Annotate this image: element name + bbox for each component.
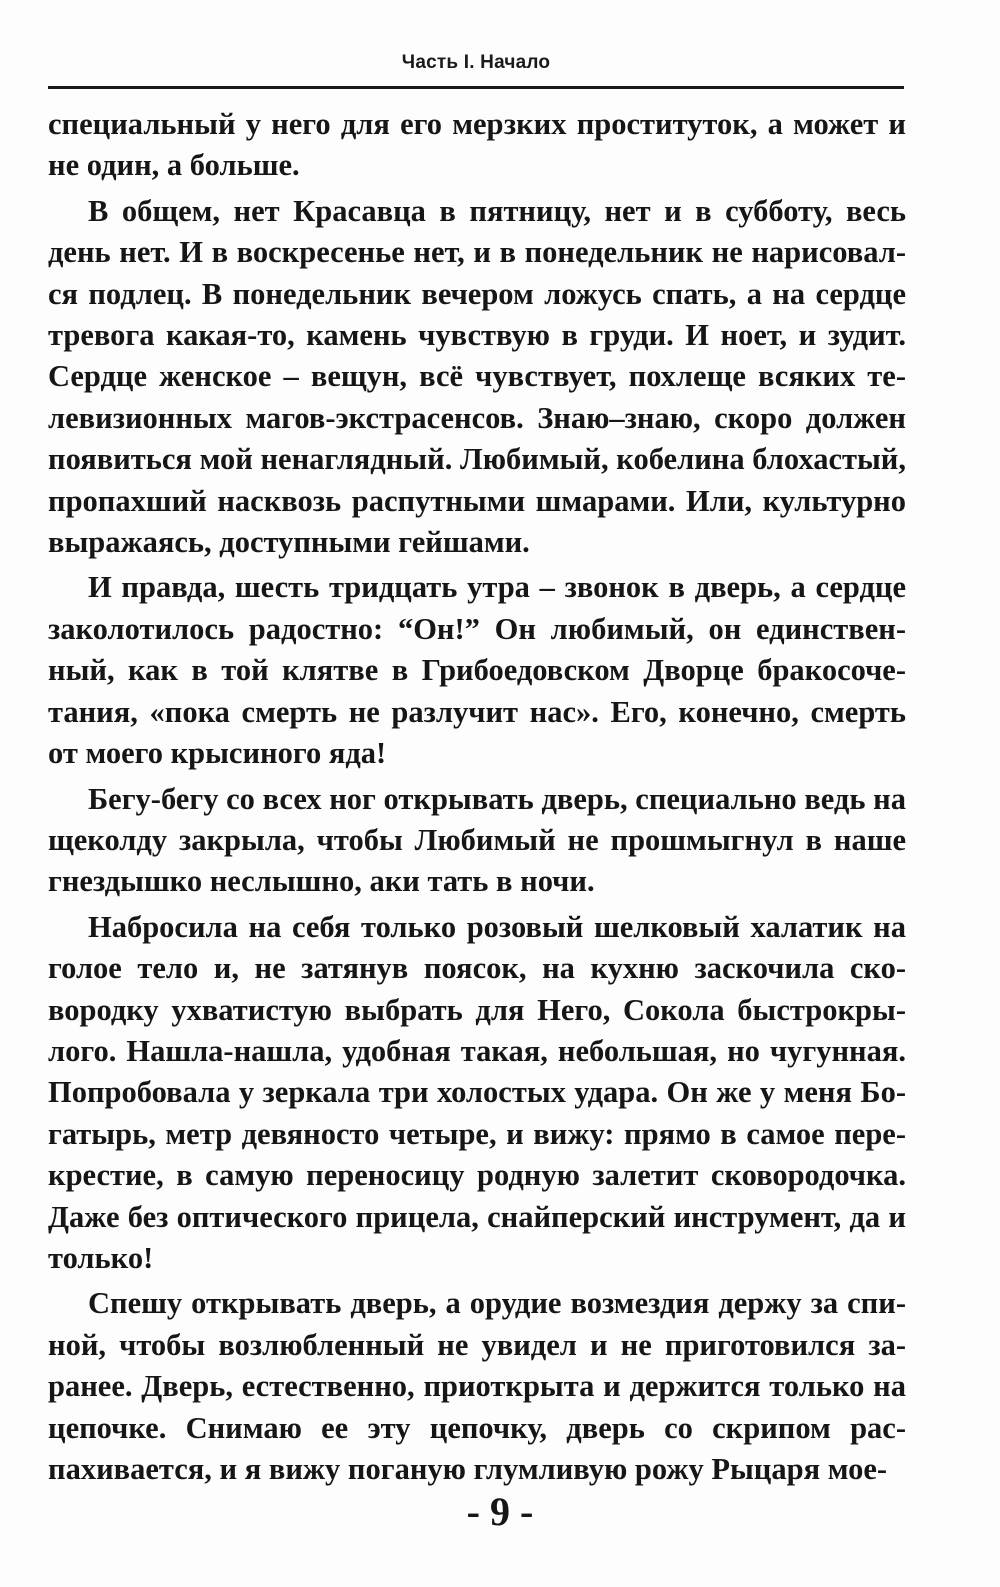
paragraph: Бегу-бегу со всех ног открывать дверь, специально ведь на щеколду закрыла, чтобы Любимый не прошмыгнул в наше гнездышко неслышно, аки тать в ночи. <box>48 781 906 899</box>
page-number: - 9 - <box>466 1489 534 1534</box>
paragraph: В общем, нет Красавца в пятницу, нет и в субботу, весь день нет. И в воскресенье нет, и в понедельник не нарисовался подлец. В понедельник вечером ложусь спать, а на сердце тревога какая-то, камень чувствую в груди. И ноет, и зудит. Сердце женское – вещун, всё чувствует, похлеще всяких телевизионных магов-экстрасенсов. Знаю–знаю, скоро должен появиться мой ненаглядный. Любимый, кобелина блохастый, пропахший насквозь распутными шмарами. Или, культурно выражаясь, доступными гейшами. <box>48 193 906 560</box>
body-text <box>48 104 906 1494</box>
paragraph: И правда, шесть тридцать утра – звонок в дверь, а сердце заколотилось радостно: “Он!” Он любимый, он единственный, как в той клятве в Грибоедовском Дворце бракосочетания, «пока смерть не разлучит нас». Его, конечно, смерть от моего крысиного яда! <box>48 570 906 771</box>
paragraph: Спешу открывать дверь, а орудие возмездия держу за спиной, чтобы возлюбленный не увидел и не приготовился заранее. Дверь, естественно, приоткрыта и держится только на цепочке. Снимаю ее эту цепочку, дверь со скрипом распахивается, и я вижу поганую глумливую рожу Рыцаря мое- <box>48 1286 906 1486</box>
paragraph: Набросила на себя только розовый шелковый халатик на голое тело и, не затянув поясок, на кухню заскочила сковородку ухватистую выбрать для Него, Сокола быстрокрылого. Нашла-нашла, удобная такая, небольшая, но чугунная. Попробовала у зеркала три холостых удара. Он же у меня Богатырь, метр девяносто четыре, и вижу: прямо в самое перекрестие, в самую переносицу родную залетит сковородочка. Даже без оптического прицела, снайперский инструмент, да и только! <box>48 909 906 1275</box>
running-header: Часть I. Начало <box>401 52 551 73</box>
header-rule <box>48 86 904 89</box>
paragraph-continued: специальный у него для его мерзких проституток, а может и не один, а больше. <box>48 107 906 183</box>
